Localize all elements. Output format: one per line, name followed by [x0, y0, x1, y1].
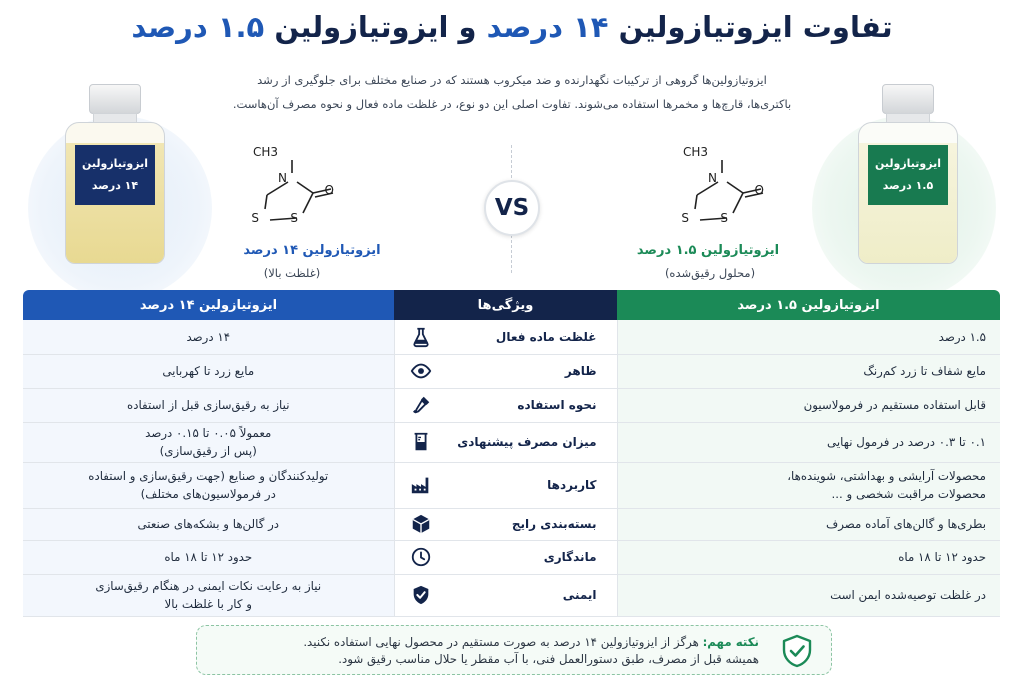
cell-line: مایع زرد تا کهربایی — [162, 364, 255, 378]
right-mol-s2: S — [720, 211, 728, 225]
clock-icon — [409, 545, 433, 569]
cell-14-percent — [23, 540, 394, 574]
cell-feature — [394, 388, 617, 422]
table-header-row — [23, 290, 1000, 320]
cell-14-percent — [23, 388, 394, 422]
cell-1-5-percent — [617, 462, 1000, 508]
shield-check-icon — [409, 583, 433, 607]
intro-line-2: باکتری‌ها، قارچ‌ها و مخمرها استفاده می‌شوند. تفاوت اصلی این دو نوع، در غلظت ماده فعال و نحوه مصرف آن‌هاست. — [232, 97, 792, 111]
shield-check-icon — [779, 633, 815, 669]
header-features: ویژگی‌ها — [394, 290, 617, 320]
feature-label: ماندگاری — [543, 550, 597, 564]
cell-14-percent — [23, 320, 394, 354]
note-text — [219, 634, 759, 668]
cell-feature — [394, 462, 617, 508]
table-row — [23, 508, 1000, 540]
cell-line: مایع شفاف تا زرد کم‌رنگ — [863, 364, 986, 378]
cell-1-5-percent — [617, 540, 1000, 574]
cell-feature — [394, 354, 617, 388]
box-icon — [409, 512, 433, 536]
cell-1-5-percent — [617, 320, 1000, 354]
cell-line: قابل استفاده مستقیم در فرمولاسیون — [803, 398, 986, 412]
eye-icon — [409, 359, 433, 383]
beaker-icon — [409, 430, 433, 454]
table-row — [23, 320, 1000, 354]
right-bottle-label-line-1: ایزوتیازولین — [874, 157, 942, 170]
factory-icon — [409, 473, 433, 497]
cell-1-5-percent — [617, 574, 1000, 616]
page-title — [0, 10, 1024, 44]
note-line-2: همیشه قبل از مصرف، طبق دستورالعمل فنی، با آب مقطر یا حلال مناسب رقیق شود. — [338, 652, 759, 666]
comparison-table — [23, 290, 1000, 617]
cell-14-percent — [23, 508, 394, 540]
cell-14-percent — [23, 354, 394, 388]
note-line-1: هرگز از ایزوتیازولین ۱۴ درصد به صورت مستقیم در محصول نهایی استفاده نکنید. — [303, 635, 699, 649]
intro-line-1: ایزوتیازولین‌ها گروهی از ترکیبات نگهدارنده و ضد میکروب هستند که در صنایع مختلف برای جلوگیری از رشد — [257, 73, 767, 87]
left-mol-n: N — [278, 171, 287, 185]
left-product-subtitle: (غلظت بالا) — [263, 266, 321, 280]
intro-paragraph — [200, 68, 824, 116]
cell-feature — [394, 574, 617, 616]
cell-feature — [394, 422, 617, 462]
table-row — [23, 462, 1000, 508]
right-bottle-image — [858, 84, 958, 264]
cell-line: در غلظت توصیه‌شده ایمن است — [830, 588, 986, 602]
right-mol-s1: S — [681, 211, 689, 225]
cell-line: ۱۴ درصد — [186, 329, 231, 344]
left-mol-methyl: CH3 — [252, 145, 278, 159]
left-bottle-image — [65, 84, 165, 264]
title-part-1: تفاوت ایزوتیازولین — [618, 10, 893, 44]
cell-1-5-percent — [617, 354, 1000, 388]
feature-label: نحوه استفاده — [517, 398, 597, 412]
header-14-percent: ایزوتیازولین ۱۴ درصد — [23, 290, 394, 320]
left-molecule-structure — [245, 140, 355, 240]
right-mol-n: N — [708, 171, 717, 185]
cell-line: حدود ۱۲ تا ۱۸ ماه — [898, 550, 986, 564]
cell-1-5-percent — [617, 388, 1000, 422]
cell-line: ۱.۵ درصد — [938, 329, 986, 344]
cell-line: نیاز به رعایت نکات ایمنی در هنگام رقیق‌سازی — [95, 579, 322, 593]
left-bottle-label-line-1: ایزوتیازولین — [81, 157, 149, 170]
right-bottle-label-line-2: ۱.۵ درصد — [882, 179, 934, 192]
right-molecule-structure — [675, 140, 785, 240]
cell-line: در گالن‌ها و بشکه‌های صنعتی — [137, 517, 280, 531]
table-row — [23, 540, 1000, 574]
feature-label: غلظت ماده فعال — [495, 329, 597, 344]
cell-feature — [394, 540, 617, 574]
title-14-percent: ۱۴ درصد — [486, 10, 609, 44]
cell-line: (پس از رقیق‌سازی) — [159, 444, 257, 458]
feature-label: ظاهر — [564, 364, 597, 378]
right-product-name: ایزوتیازولین ۱.۵ درصد — [636, 243, 780, 258]
flask-icon — [409, 325, 433, 349]
title-part-2: و ایزوتیازولین — [274, 10, 477, 44]
dropper-icon — [409, 393, 433, 417]
cell-line: تولیدکنندگان و صنایع (جهت رقیق‌سازی و استفاده — [88, 469, 329, 483]
title-1-5-percent: ۱.۵ درصد — [131, 10, 265, 44]
right-product-subtitle: (محلول رقیق‌شده) — [664, 266, 756, 280]
table-row — [23, 354, 1000, 388]
cell-line: ۰.۱ تا ۰.۳ درصد در فرمول نهایی — [827, 435, 986, 449]
cell-line: بطری‌ها و گالن‌های آماده مصرف — [826, 517, 986, 531]
cell-line: حدود ۱۲ تا ۱۸ ماه — [164, 550, 253, 564]
left-bottle-label-line-2: ۱۴ درصد — [91, 179, 139, 192]
feature-label: بسته‌بندی رایج — [511, 517, 597, 531]
cell-1-5-percent — [617, 422, 1000, 462]
cell-line: معمولاً ۰.۰۵ تا ۰.۱۵ درصد — [145, 426, 272, 440]
left-product-name: ایزوتیازولین ۱۴ درصد — [243, 243, 381, 258]
cell-14-percent — [23, 422, 394, 462]
cell-line: محصولات آرایشی و بهداشتی، شوینده‌ها، — [787, 469, 986, 483]
cell-line: نیاز به رقیق‌سازی قبل از استفاده — [127, 398, 290, 412]
cell-14-percent — [23, 574, 394, 616]
cell-line: و کار با غلظت بالا — [164, 597, 252, 611]
cell-1-5-percent — [617, 508, 1000, 540]
cell-feature — [394, 508, 617, 540]
header-1-5-percent: ایزوتیازولین ۱.۵ درصد — [617, 290, 1000, 320]
feature-label: ایمنی — [562, 588, 597, 602]
cell-14-percent — [23, 462, 394, 508]
important-note-box — [196, 625, 832, 675]
left-mol-s1: S — [251, 211, 259, 225]
cell-line: در فرمولاسیون‌های مختلف) — [140, 487, 276, 501]
cell-feature — [394, 320, 617, 354]
table-row — [23, 422, 1000, 462]
right-mol-o: O — [754, 183, 764, 197]
left-mol-o: O — [324, 183, 334, 197]
vs-badge: VS — [484, 180, 540, 236]
feature-label: کاربردها — [547, 478, 597, 492]
feature-label: میزان مصرف پیشنهادی — [457, 435, 597, 449]
table-row — [23, 574, 1000, 616]
right-mol-methyl: CH3 — [682, 145, 708, 159]
table-row — [23, 388, 1000, 422]
note-label: نکته مهم: — [702, 635, 759, 649]
left-mol-s2: S — [290, 211, 298, 225]
cell-line: محصولات مراقبت شخصی و ... — [831, 487, 986, 501]
